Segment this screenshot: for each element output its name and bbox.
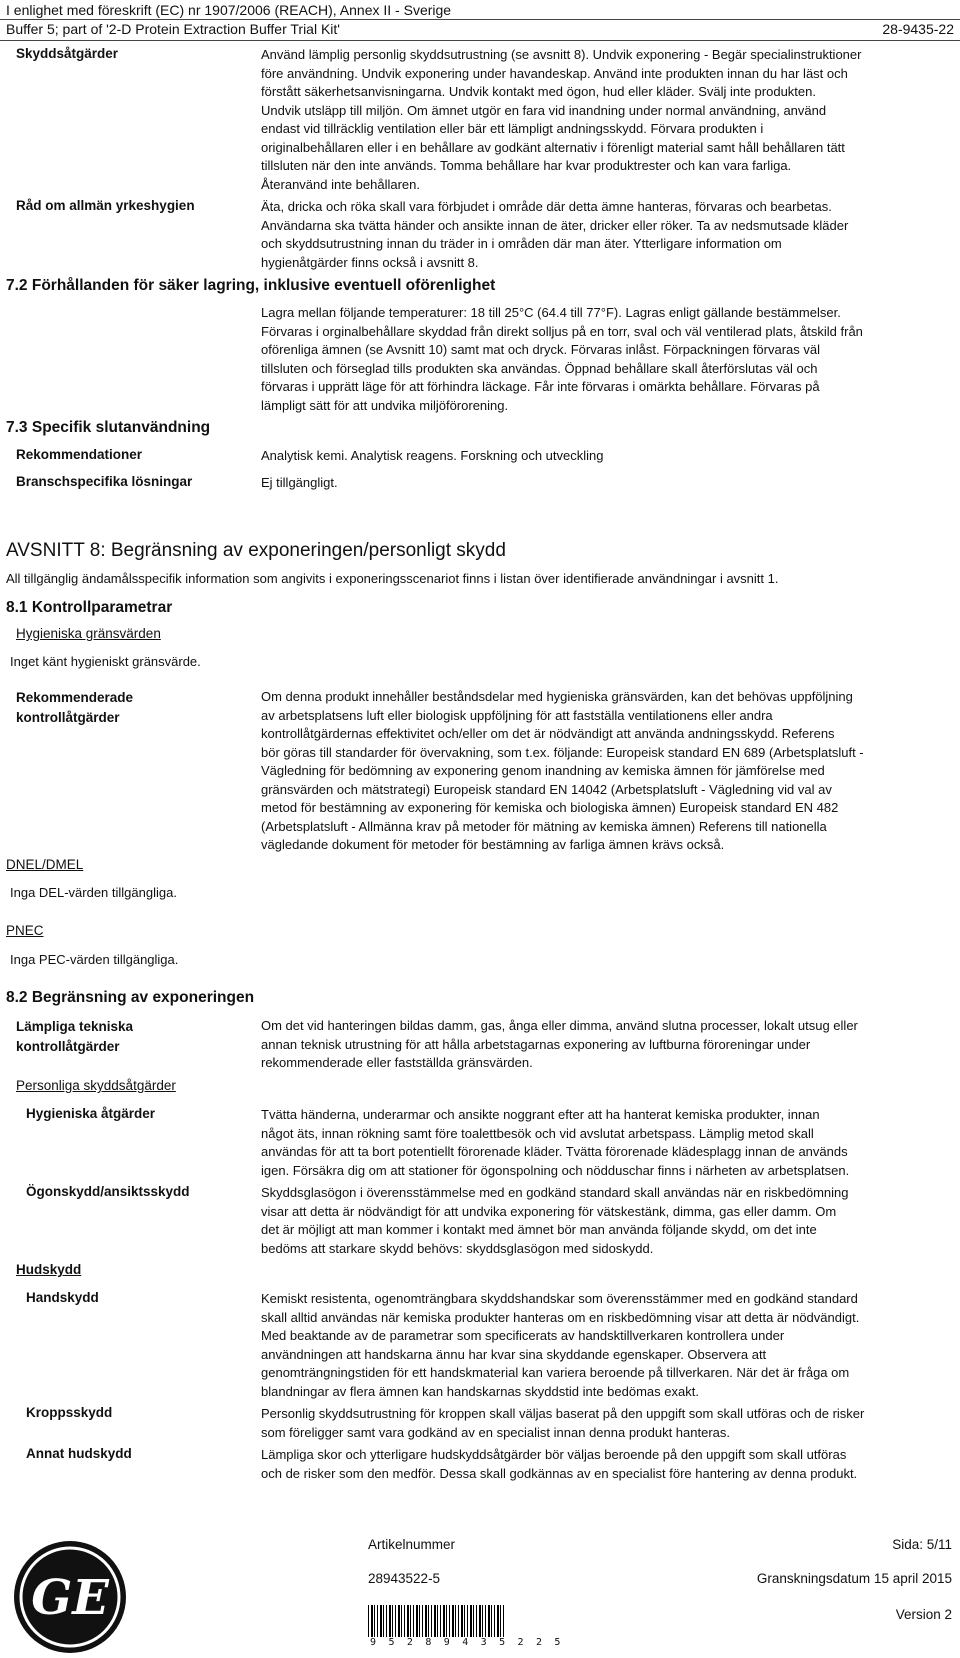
pnec-title: PNEC xyxy=(6,923,44,938)
skydd-label: Skyddsåtgärder xyxy=(16,46,119,61)
ge-logo xyxy=(10,1538,130,1656)
hud-title: Hudskydd xyxy=(16,1262,82,1277)
rek-value: Analytisk kemi. Analytisk reagens. Forskning och utveckling xyxy=(261,448,604,463)
section-7-2-title: 7.2 Förhållanden för säker lagring, inklusive eventuell oförenlighet xyxy=(6,277,496,294)
review-date: Granskningsdatum 15 april 2015 xyxy=(756,1571,952,1586)
art-value: 28943522-5 xyxy=(368,1571,441,1586)
kropp-label: Kroppsskydd xyxy=(26,1405,113,1420)
header-product: Buffer 5; part of '2-D Protein Extraction Buffer Trial Kit' xyxy=(6,21,340,37)
barcode-digits: 9 5 2 8 9 4 3 5 2 2 5 xyxy=(370,1637,564,1648)
pers-title: Personliga skyddsåtgärder xyxy=(16,1078,176,1093)
storage-text: Lagra mellan följande temperaturer: 18 till 25°C (64.4 till 77°F). Lagras enligt gällande bestämmelser. Förvaras i orginalbehållare skyddad från direkt solljus på en torr, sval och väl ventilerad plats, åtskild från oförenliga ämnen (se Avsnitt 10) samt mat och dryck. Förvaras inlåst. Förpackningen förvaras väl tillsluten och förseglad tills produkten ska användas. Öppnad behållare skall återförslutas väl och förvaras i upprätt läge för att förhindra läckage. Får inte förvaras i omärkta behållare. Förvaras på lämpligt sätt för att undvika miljöförorening. xyxy=(261,305,863,413)
dnel-title: DNEL/DMEL xyxy=(6,857,84,872)
header-rule-2 xyxy=(0,40,960,41)
hand-text: Kemiskt resistenta, ogenomträngbara skyddshandskar som överensstämmer med en godkänd standard skall alltid användas när kemiska produkter hanteras om en riskbedömning visar att detta är nödvändigt. Med beaktande av de parametrar som specificerats av handsktillverkaren kontrollera under användningen att handskarna ännu har kvar sina skyddande egenskaper. Observera att genomträngningstiden för ett handskmaterial kan variera beroende på tillverkaren. När det är fråga om blandningar av flera ämnen kan handskarnas skyddstid inte bedömas exakt. xyxy=(261,1291,860,1399)
rekk-label: Rekommenderade kontrollåtgärder xyxy=(16,690,134,725)
ge-logo-text: GE xyxy=(31,1570,109,1626)
hygat-text: Tvätta händerna, underarmar och ansikte noggrant efter att ha hanterat kemiska produkter, innan något äts, innan rökning samt före toalettbesök och vid avslutat arbetspass. Lämplig metod skall användas för att ta bort potentiellt förorenade kläder. Tvätta förorenade klädesplagg innan de används igen. Försäkra dig om att stationer för ögonspolning och nödduschar finns i närheten av arbetsplatsen. xyxy=(261,1107,850,1178)
kropp-text: Personlig skyddsutrustning för kroppen skall väljas baserat på den uppgift som skall utföras och de risker som föreligger samt vara godkänd av en specialist innan denna produkt hanteras. xyxy=(261,1406,865,1440)
rek-label: Rekommendationer xyxy=(16,447,143,462)
tek-label: Lämpliga tekniska kontrollåtgärder xyxy=(16,1019,134,1054)
bransch-value: Ej tillgängligt. xyxy=(261,475,338,490)
skydd-text: Använd lämplig personlig skyddsutrustning (se avsnitt 8). Undvik exponering - Begär specialinstruktioner före användning. Undvik exponering under havandeskap. Använd inte produkten innan du har läst och förstått säkerhetsanvisningarna. Undvik kontakt med ögon, hud eller kläder. Svälj inte produkten. Undvik utsläpp till miljön. Om ämnet utgör en fara vid inandning under normal användning, använd endast vid tillräcklig ventilation eller bär ett lämpligt andningsskydd. Förvara produkten i originalbehållaren eller i en behållare av godkänt alternativ i förenligt material samt håll behållaren tätt tillsluten när den inte används. Tomma behållare har kvar produktrester och kan vara farliga. Återanvänd inte behållaren. xyxy=(261,47,862,192)
header-code: 28-9435-22 xyxy=(882,21,954,37)
rekk-text: Om denna produkt innehåller beståndsdelar med hygieniska gränsvärden, kan det behövas uppföljning av arbetsplatsens luft eller biologisk uppföljning för att fastställa ventilationens eller andra kontrollåtgärdernas effektivitet och/eller om det är nödvändigt att använda andningsskydd. Referens bör göras till standarder för övervakning, som t.ex. följande: Europeisk standard EN 689 (Arbetsplatsluft - Vägledning för bedömning av exponering genom inandning av kemiska ämnen för jämförelse med gränsvärden och mätstrategi) Europeisk standard EN 14042 (Arbetsplatsluft - Vägledning vid val av metod för bestämning av exponering för kemiska och biologiska ämnen) Europeisk standard EN 482 (Arbetsplatsluft - Allmänna krav på metoder för mätning av kemiska ämnen) Referens till nationella vägledande dokument för metoder för bestämning av farliga ämnen krävs också. xyxy=(261,689,864,852)
section-8-2-title: 8.2 Begränsning av exponeringen xyxy=(6,989,255,1006)
hyg-title: Hygieniska gränsvärden xyxy=(16,626,161,641)
page-number: Sida: 5/11 xyxy=(892,1537,952,1552)
annat-label: Annat hudskydd xyxy=(26,1446,132,1461)
ogon-label: Ögonskydd/ansiktsskydd xyxy=(26,1184,190,1199)
barcode xyxy=(368,1605,504,1637)
section-8-intro: All tillgänglig ändamålsspecifik information som angivits i exponeringsscenariot finns i listan över identifierade användningar i avsnitt 1. xyxy=(6,571,779,586)
dnel-value: Inga DEL-värden tillgängliga. xyxy=(10,885,177,900)
rad-label: Råd om allmän yrkeshygien xyxy=(16,198,195,213)
version: Version 2 xyxy=(895,1607,952,1622)
ogon-text: Skyddsglasögon i överensstämmelse med en godkänd standard skall användas när en riskbedömning visar att detta är nödvändigt för att undvika exponering för vätskestänk, dimma, gas eller damm. Om det är möjligt att man kommer i kontakt med ämnet bör man använda följande skydd, om det inte bedöms att starkare skydd behövs: skyddsglasögon med sidoskydd. xyxy=(261,1185,849,1256)
hyg-value: Inget känt hygieniskt gränsvärde. xyxy=(10,654,201,669)
section-8-1-title: 8.1 Kontrollparametrar xyxy=(6,599,173,616)
section-7-3-title: 7.3 Specifik slutanvändning xyxy=(6,419,211,436)
annat-text: Lämpliga skor och ytterligare hudskyddsåtgärder bör väljas beroende på den uppgift som skall utföras och de risker som den medför. Dessa skall godkännas av en specialist före hantering av denna produkt. xyxy=(261,1447,858,1481)
pnec-value: Inga PEC-värden tillgängliga. xyxy=(10,952,179,967)
header-rule-1 xyxy=(0,19,960,20)
rad-text: Äta, dricka och röka skall vara förbjudet i område där detta ämne hanteras, förvaras och bearbetas. Användarna ska tvätta händer och ansikte innan de äter, dricker eller röker. Ta av nedsmutsade kläder och skyddsutrustning innan du träder in i områden där man äter. Ytterligare information om hygienåtgärder finns också i avsnitt 8. xyxy=(261,199,849,270)
bransch-label: Branschspecifika lösningar xyxy=(16,474,193,489)
section-8-title: AVSNITT 8: Begränsning av exponeringen/personligt skydd xyxy=(6,540,506,561)
header-regulation: I enlighet med föreskrift (EC) nr 1907/2006 (REACH), Annex II - Sverige xyxy=(6,2,452,18)
art-label: Artikelnummer xyxy=(368,1537,456,1552)
hygat-label: Hygieniska åtgärder xyxy=(26,1106,156,1121)
tek-text: Om det vid hanteringen bildas damm, gas, ånga eller dimma, använd slutna processer, lokalt utsug eller annan teknisk utrustning för att hålla arbetstagarnas exponering av luftburna föroreningar under rekommenderade eller fastställda gränsvärden. xyxy=(261,1018,858,1070)
hand-label: Handskydd xyxy=(26,1290,99,1305)
